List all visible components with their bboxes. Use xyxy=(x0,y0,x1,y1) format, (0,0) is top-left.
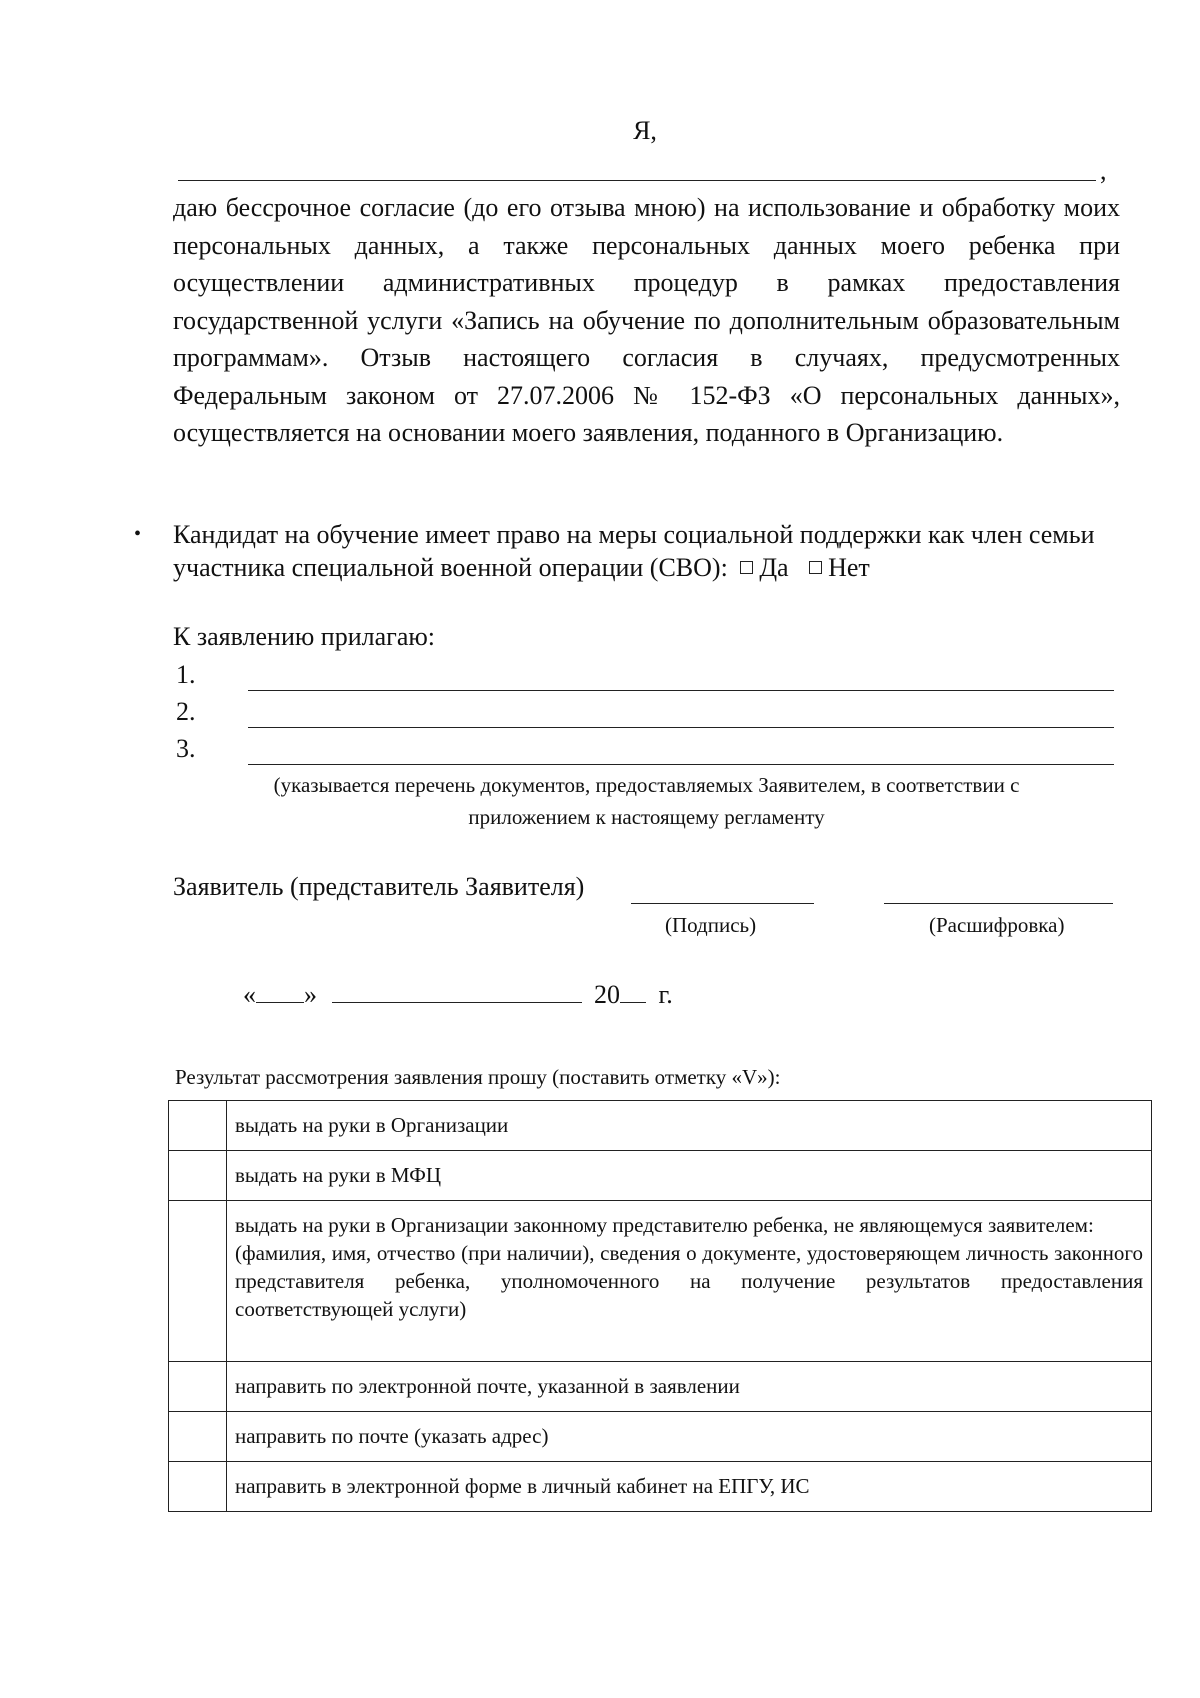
option-checkbox[interactable] xyxy=(169,1412,227,1462)
result-options-table xyxy=(168,1100,1152,1512)
signature-field[interactable] xyxy=(631,903,814,904)
no-checkbox[interactable] xyxy=(809,561,822,574)
option-text: выдать на руки в МФЦ xyxy=(227,1151,1152,1201)
option-text: выдать на руки в Организации законному представителю ребенка, не являющемуся заявителем: xyxy=(235,1213,1094,1237)
attachment-number-1: 1. xyxy=(176,660,196,689)
salutation: Я, xyxy=(633,116,657,145)
consent-paragraph: даю бессрочное согласие (до его отзыва мною) на использование и обработку моих персональных данных, а также персональных данных моего ребенка при осуществлении административных процедур в рамках предоставления государственной услуги «Запись на обучение по дополнительным образовательным программам». Отзыв настоящего согласия в случаях, предусмотренных Федеральным законом от 27.07.2006 № 152-ФЗ «О персональных данных», осуществляется на основании моего заявления, поданного в Организацию. xyxy=(173,193,1120,447)
name-decode-field[interactable] xyxy=(884,903,1113,904)
table-row xyxy=(169,1151,1152,1201)
yes-checkbox[interactable] xyxy=(740,561,753,574)
applicant-label: Заявитель (представитель Заявителя) xyxy=(173,872,585,901)
representative-details-caption: (фамилия, имя, отчество (при наличии), сведения о документе, удостоверяющем личность законного представителя ребенка, уполномоченного на получение результатов предоставления соответствующей услуги) xyxy=(235,1241,1143,1321)
full-name-field[interactable] xyxy=(178,148,1096,181)
svo-question-label: Кандидат на обучение имеет право на меры социальной поддержки как член семьи участника специальной военной операции (СВО): xyxy=(173,520,1095,582)
month-field[interactable] xyxy=(332,982,582,1003)
option-checkbox[interactable] xyxy=(169,1151,227,1201)
attachments-title: К заявлению прилагаю: xyxy=(173,622,436,651)
attachment-field-3[interactable] xyxy=(248,734,1114,765)
option-text: направить по электронной почте, указанной в заявлении xyxy=(227,1362,1152,1412)
attachments-note-line1: (указывается перечень документов, предоставляемых Заявителем, в соответствии с xyxy=(273,773,1020,797)
attachments-note-line2: приложением к настоящему регламенту xyxy=(468,805,825,829)
attachment-field-2[interactable] xyxy=(248,697,1114,728)
attachment-number-2: 2. xyxy=(176,697,196,726)
option-checkbox[interactable] xyxy=(169,1201,227,1362)
year-suffix: г. xyxy=(658,980,673,1009)
option-text-representative xyxy=(227,1201,1152,1362)
name-comma: , xyxy=(1100,156,1107,185)
table-row xyxy=(169,1462,1152,1512)
yes-label: Да xyxy=(759,553,789,582)
svo-question-text xyxy=(173,518,1123,584)
decode-caption: (Расшифровка) xyxy=(929,913,1065,937)
table-row xyxy=(169,1362,1152,1412)
option-checkbox[interactable] xyxy=(169,1101,227,1151)
no-label: Нет xyxy=(828,553,870,582)
year-field[interactable] xyxy=(620,982,646,1003)
date-row xyxy=(243,980,673,1010)
date-open-quote: « xyxy=(243,980,256,1009)
attachment-field-1[interactable] xyxy=(248,660,1114,691)
bullet-icon: • xyxy=(134,523,142,545)
option-text: направить в электронной форме в личный кабинет на ЕПГУ, ИС xyxy=(227,1462,1152,1512)
option-text: направить по почте (указать адрес) xyxy=(227,1412,1152,1462)
option-checkbox[interactable] xyxy=(169,1362,227,1412)
date-close-quote: » xyxy=(304,980,317,1009)
day-field[interactable] xyxy=(256,982,304,1003)
result-title: Результат рассмотрения заявления прошу (поставить отметку «V»): xyxy=(175,1065,781,1089)
table-row xyxy=(169,1101,1152,1151)
table-row xyxy=(169,1412,1152,1462)
attachment-number-3: 3. xyxy=(176,734,196,763)
option-text: выдать на руки в Организации xyxy=(227,1101,1152,1151)
option-checkbox[interactable] xyxy=(169,1462,227,1512)
signature-caption: (Подпись) xyxy=(665,913,757,937)
table-row xyxy=(169,1201,1152,1362)
year-prefix: 20 xyxy=(594,980,620,1009)
